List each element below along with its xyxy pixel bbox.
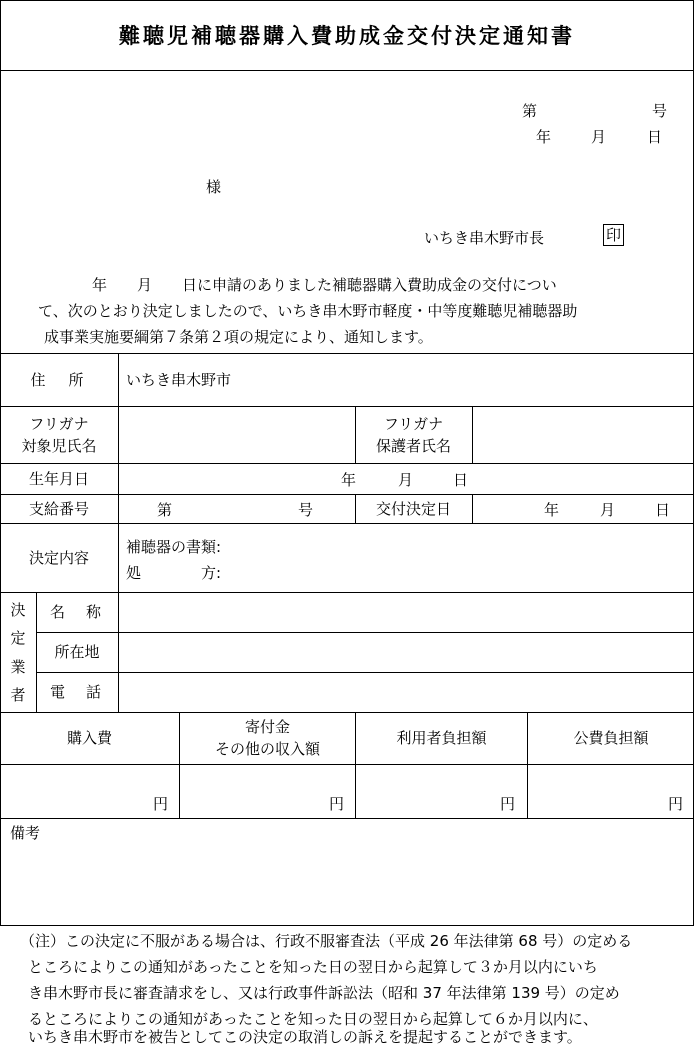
note-line-4: るところによりこの通知があったことを知った日の翌日から起算して６か月以内に、 — [28, 1010, 598, 1028]
date-year: 年 — [536, 128, 552, 146]
decision-content-label: 決定内容 — [28, 548, 89, 567]
note-line-5: いちき串木野市を被告としてこの決定の取消しの訴えを提起することができます。 — [28, 1028, 582, 1046]
vendor-label-char: 決 — [10, 600, 26, 619]
hearing-aid-type-label: 補聴器の書類: — [126, 538, 222, 556]
public-burden-header: 公費負担額 — [573, 729, 649, 747]
vendor-label-char: 定 — [10, 629, 26, 648]
guardian-name-label-cell — [355, 406, 472, 463]
child-name-label-cell — [0, 406, 118, 463]
number-suffix: 号 — [652, 102, 668, 120]
prescription-label: 処 方: — [126, 564, 222, 582]
decision-day: 日 — [655, 501, 671, 519]
vendor-name-label: 名 称 — [49, 603, 104, 621]
vendor-phone-label: 電 話 — [49, 683, 104, 701]
payment-number-label: 支給番号 — [28, 499, 89, 518]
number-prefix: 第 — [522, 102, 538, 120]
addressee-suffix: 様 — [206, 178, 222, 196]
donation-income-yen: 円 — [329, 795, 345, 813]
guardian-furigana-label: フリガナ — [383, 414, 444, 433]
intro-line-1: 年 月 日に申請のありました補聴器購入費助成金の交付につい — [92, 276, 557, 294]
issuer-name: いちき串木野市長 — [424, 229, 545, 247]
address-label: 住 所 — [30, 370, 88, 389]
document-title: 難聴児補聴器購入費助成金交付決定通知書 — [119, 24, 575, 48]
title-divider — [0, 70, 694, 71]
child-furigana-label: フリガナ — [29, 414, 89, 433]
note-line-1: （注）この決定に不服がある場合は、行政不服審査法（平成 26 年法律第 68 号）の定める — [20, 932, 633, 950]
intro-line-3: 成事業実施要綱第７条第２項の規定により、通知します。 — [44, 328, 433, 346]
vendor-location-label: 所在地 — [54, 643, 100, 661]
public-burden-yen: 円 — [668, 795, 684, 813]
guardian-name-label: 保護者氏名 — [375, 436, 451, 455]
seal-mark: 印 — [603, 224, 624, 246]
payment-number-suffix: 号 — [298, 501, 314, 519]
remarks-label: 備考 — [10, 824, 41, 842]
birth-year: 年 — [341, 471, 357, 489]
date-day: 日 — [647, 128, 663, 146]
child-name-field[interactable] — [119, 406, 355, 463]
decision-year: 年 — [544, 501, 560, 519]
intro-line-2: て、次のとおり決定しましたので、いちき串木野市軽度・中等度難聴児補聴器助 — [38, 302, 578, 320]
row-line — [0, 764, 694, 765]
row-line — [36, 672, 694, 673]
birth-month: 月 — [398, 471, 414, 489]
guardian-name-field[interactable] — [473, 406, 694, 463]
note-line-3: き串木野市長に審査請求をし、又は行政事件訴訟法（昭和 37 年法律第 139 号）の定め — [28, 984, 620, 1002]
birth-day: 日 — [453, 471, 469, 489]
row-line — [0, 818, 694, 819]
user-burden-yen: 円 — [500, 795, 516, 813]
decision-month: 月 — [600, 501, 616, 519]
vendor-section-label — [0, 595, 36, 709]
child-name-label: 対象児氏名 — [21, 436, 97, 455]
purchase-cost-yen: 円 — [153, 795, 169, 813]
decision-date-label: 交付決定日 — [375, 499, 451, 518]
vendor-label-char: 者 — [10, 686, 26, 705]
address-value[interactable]: いちき串木野市 — [126, 370, 232, 389]
date-month: 月 — [591, 128, 607, 146]
payment-number-prefix: 第 — [157, 501, 173, 519]
column-line — [472, 494, 473, 523]
donation-income-header: 寄付金 その他の収入額 — [214, 718, 320, 758]
row-line — [36, 632, 694, 633]
note-line-2: ところによりこの通知があったことを知った日の翌日から起算して３か月以内にいち — [28, 958, 598, 976]
purchase-cost-header: 購入費 — [66, 729, 112, 747]
vendor-label-char: 業 — [10, 657, 26, 676]
user-burden-header: 利用者負担額 — [396, 729, 487, 747]
birth-date-label: 生年月日 — [28, 469, 89, 488]
